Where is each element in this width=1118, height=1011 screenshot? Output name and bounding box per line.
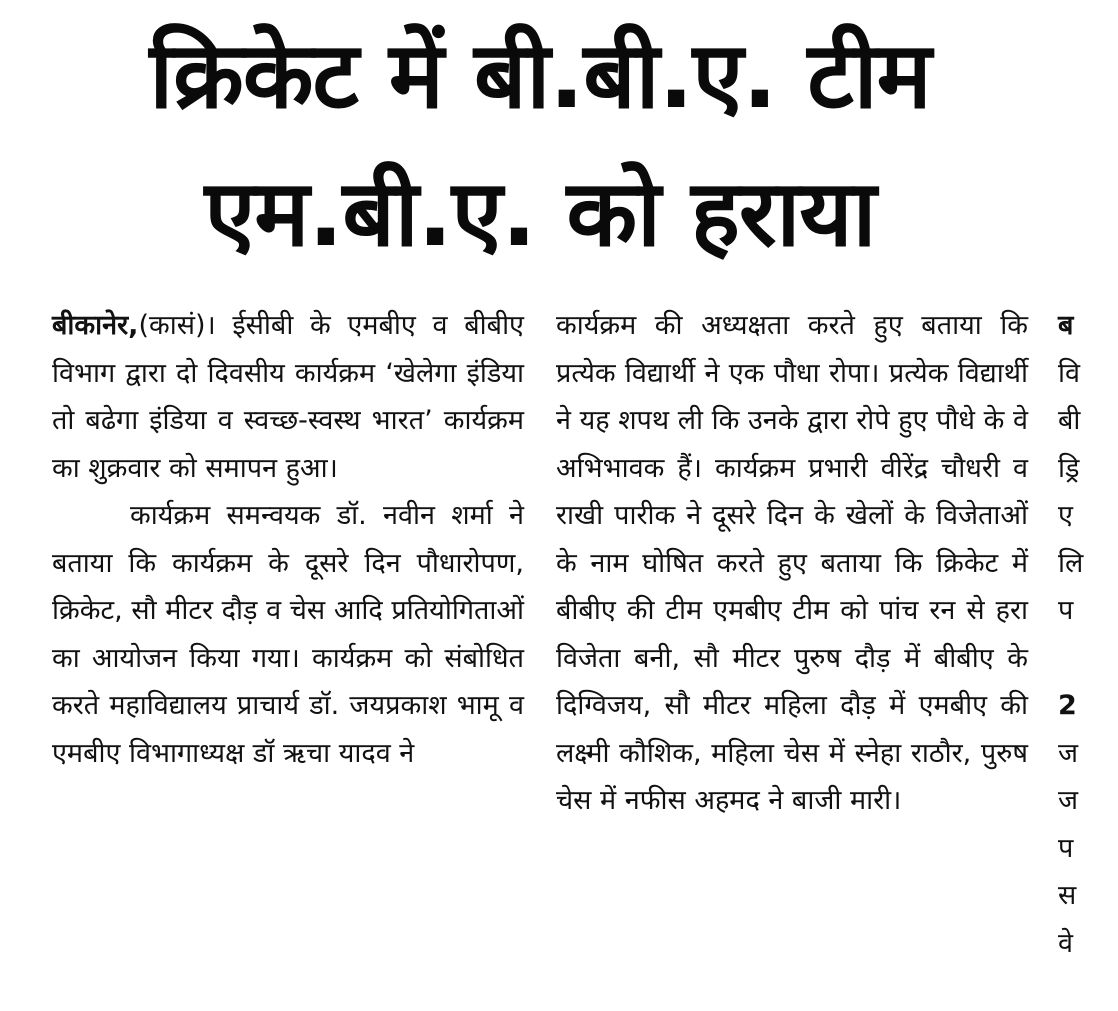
dateline: बीकानेर, (52, 310, 139, 341)
article-paragraph-1 (52, 302, 524, 492)
paragraph-1-text: (कासं)। ईसीबी के एमबीए व बीबीए विभाग द्वारा दो दिवसीय कार्यक्रम ‘खेलेगा इंडिया तो बढेगा इंडिया व स्वच्छ-स्वस्थ भारत’ कार्यक्रम का शुक्रवार को समापन हुआ। (52, 310, 524, 484)
column-3-fragment: 2 (1058, 690, 1077, 721)
column-3-fragment: लि (1058, 547, 1084, 579)
column-3-fragment: ज (1058, 737, 1079, 769)
headline-line-2: एम.बी.ए. को हराया (204, 160, 876, 267)
article-column-3-cut-off (1058, 302, 1118, 967)
column-3-fragment: ड्रि (1058, 452, 1080, 484)
article-paragraph-2: कार्यक्रम समन्वयक डॉ. नवीन शर्मा ने बताया कि कार्यक्रम के दूसरे दिन पौधारोपण, क्रिकेट, सौ मीटर दौड़ व चेस आदि प्रतियोगिताओं का आयोजन किया गया। कार्यक्रम को संबोधित करते महाविद्यालय प्राचार्य डॉ. जयप्रकाश भामू व एमबीए विभागाध्यक्ष डॉ ऋचा यादव ने (52, 500, 524, 769)
column-3-fragment: प (1058, 832, 1074, 864)
article-paragraph-3: कार्यक्रम की अध्यक्षता करते हुए बताया कि प्रत्येक विद्यार्थी ने एक पौधा रोपा। प्रत्येक विद्यार्थी ने यह शपथ ली कि उनके द्वारा रोपे हुए पौधे के वे अभिभावक हैं। कार्यक्रम प्रभारी वीरेंद्र चौधरी व राखी पारीक ने दूसरे दिन के खेलों के विजेताओं के नाम घोषित करते हुए बताया कि क्रिकेट में बीबीए की टीम एमबीए टीम को पांच रन से हरा विजेता बनी, सौ मीटर पुरुष दौड़ में बीबीए के दिग्विजय, सौ मीटर महिला दौड़ में एमबीए की लक्ष्मी कौशिक, महिला चेस में स्नेहा राठौर, पुरुष चेस में नफीस अहमद ने बाजी मारी। (556, 310, 1028, 816)
column-3-fragment: ब (1058, 310, 1074, 341)
column-3-fragment: बी (1058, 405, 1081, 436)
column-3-fragment: प (1058, 595, 1074, 626)
column-3-fragment (1058, 635, 1118, 683)
column-3-fragment: वि (1058, 357, 1081, 389)
column-3-fragment: स (1058, 880, 1077, 911)
article-column-2 (556, 302, 1028, 825)
article-column-1 (52, 302, 524, 777)
headline-line-1: क्रिकेट में बी.बी.ए. टीम (149, 22, 931, 129)
column-3-fragment: ज (1058, 785, 1079, 816)
column-3-fragment: वे (1058, 927, 1074, 959)
column-3-fragment: ए (1058, 500, 1073, 531)
